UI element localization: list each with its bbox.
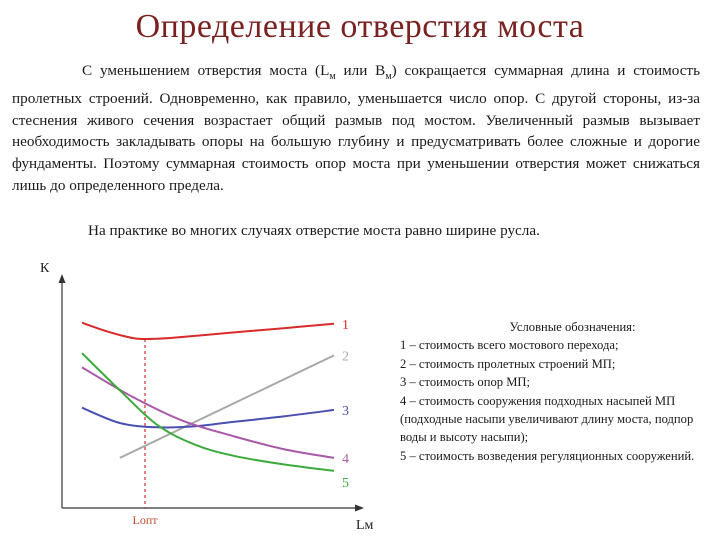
series-label-5: 5 <box>342 475 349 491</box>
series-label-2: 2 <box>342 349 349 365</box>
legend-item: 2 – стоимость пролетных строений МП; <box>400 356 616 371</box>
series-line-4 <box>82 367 334 458</box>
series-line-5 <box>82 353 334 471</box>
legend-item: 1 – стоимость всего мостового перехода; <box>400 338 619 353</box>
subscript: м <box>385 71 392 83</box>
x-axis-arrow <box>355 505 364 512</box>
y-axis-label: К <box>40 261 50 276</box>
legend-item: 3 – стоимость опор МП; <box>400 375 530 390</box>
practice-note: На практике во многих случаях отверстие моста равно ширине русла. <box>88 222 540 239</box>
x-axis-label: Lм <box>356 518 374 533</box>
slide-title: Определение отверстия моста <box>135 8 585 45</box>
legend <box>400 318 705 465</box>
series-label-4: 4 <box>342 451 349 467</box>
series-line-1 <box>82 323 334 339</box>
paragraph-text: ) сокращается суммарная длина и стоимость пролетных строений. Одновременно, как правило, уменьшается число опор. С другой стороны, из-за стеснения живого сечения возрастает общий размыв под мостом. Увеличенный размыв вызывает необходимость закладывать опоры на большую глубину и предусматривать более сложные и дорогие фундаменты. Поэтому суммарная стоимость опор моста при уменьшении отверстия может снижаться лишь до определенного предела. <box>12 62 700 195</box>
series-line-3 <box>82 408 334 428</box>
optimum-marker-label: Lопт <box>132 513 158 527</box>
series-layer <box>82 318 349 491</box>
legend-item: 5 – стоимость возведения регуляционных сооружений. <box>400 448 695 463</box>
y-axis-arrow <box>59 274 66 283</box>
series-label-3: 3 <box>342 403 349 419</box>
legend-item: 4 – стоимость сооружения подходных насыпей МП (подходные насыпи увеличивают длину моста, подпор воды и высоту насыпи); <box>400 393 694 445</box>
legend-heading: Условные обозначения: <box>509 320 636 334</box>
chart-axes <box>59 274 365 512</box>
subscript: м <box>329 71 336 83</box>
cost-chart <box>0 250 400 540</box>
series-label-1: 1 <box>342 317 349 333</box>
body-paragraph <box>12 60 700 197</box>
paragraph-text: С уменьшением отверстия моста (L <box>82 62 330 79</box>
paragraph-text: или B <box>335 62 386 79</box>
